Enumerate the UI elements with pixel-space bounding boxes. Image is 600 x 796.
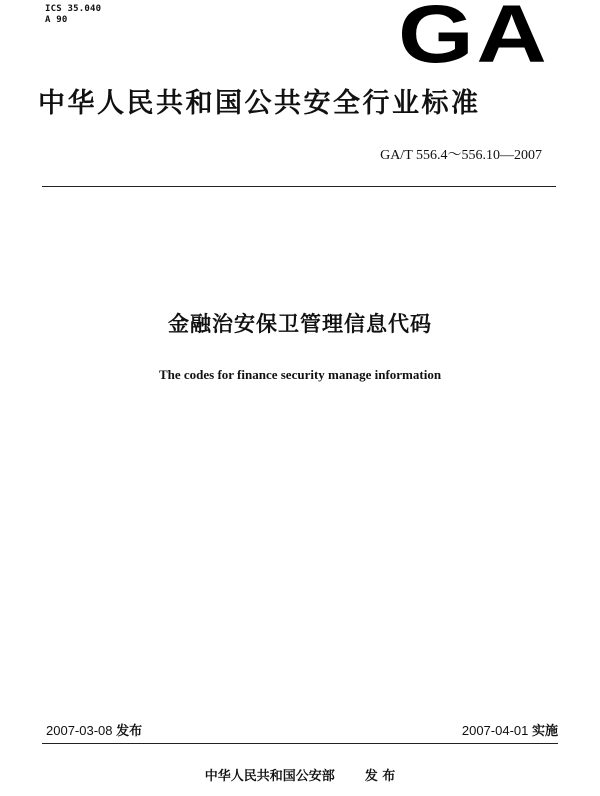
document-title-cn: 金融治安保卫管理信息代码 bbox=[168, 312, 432, 336]
document-title-en: The codes for finance security manage information bbox=[158, 367, 442, 382]
standard-category-title: 中华人民共和国公共安全行业标准 bbox=[38, 88, 481, 119]
footer-divider bbox=[42, 743, 558, 744]
ga-logo: GA bbox=[398, 0, 550, 80]
header-divider bbox=[42, 186, 556, 187]
issue-date-line bbox=[46, 722, 142, 740]
ccs-code: A 90 bbox=[45, 15, 68, 25]
publisher-name: 中华人民共和国公安部 bbox=[204, 769, 335, 784]
issue-date: 2007-03-08 bbox=[46, 723, 113, 738]
implement-date-line bbox=[462, 722, 558, 740]
publisher-action: 发 布 bbox=[364, 769, 396, 784]
implement-label: 实施 bbox=[531, 723, 558, 738]
issue-label: 发布 bbox=[116, 723, 143, 738]
publisher-line bbox=[0, 768, 600, 786]
standard-code: GA/T 556.4～556.10—2007 bbox=[380, 148, 542, 163]
classification-codes bbox=[45, 4, 101, 26]
implement-date: 2007-04-01 bbox=[461, 723, 529, 738]
ics-code: ICS 35.040 bbox=[45, 4, 102, 14]
